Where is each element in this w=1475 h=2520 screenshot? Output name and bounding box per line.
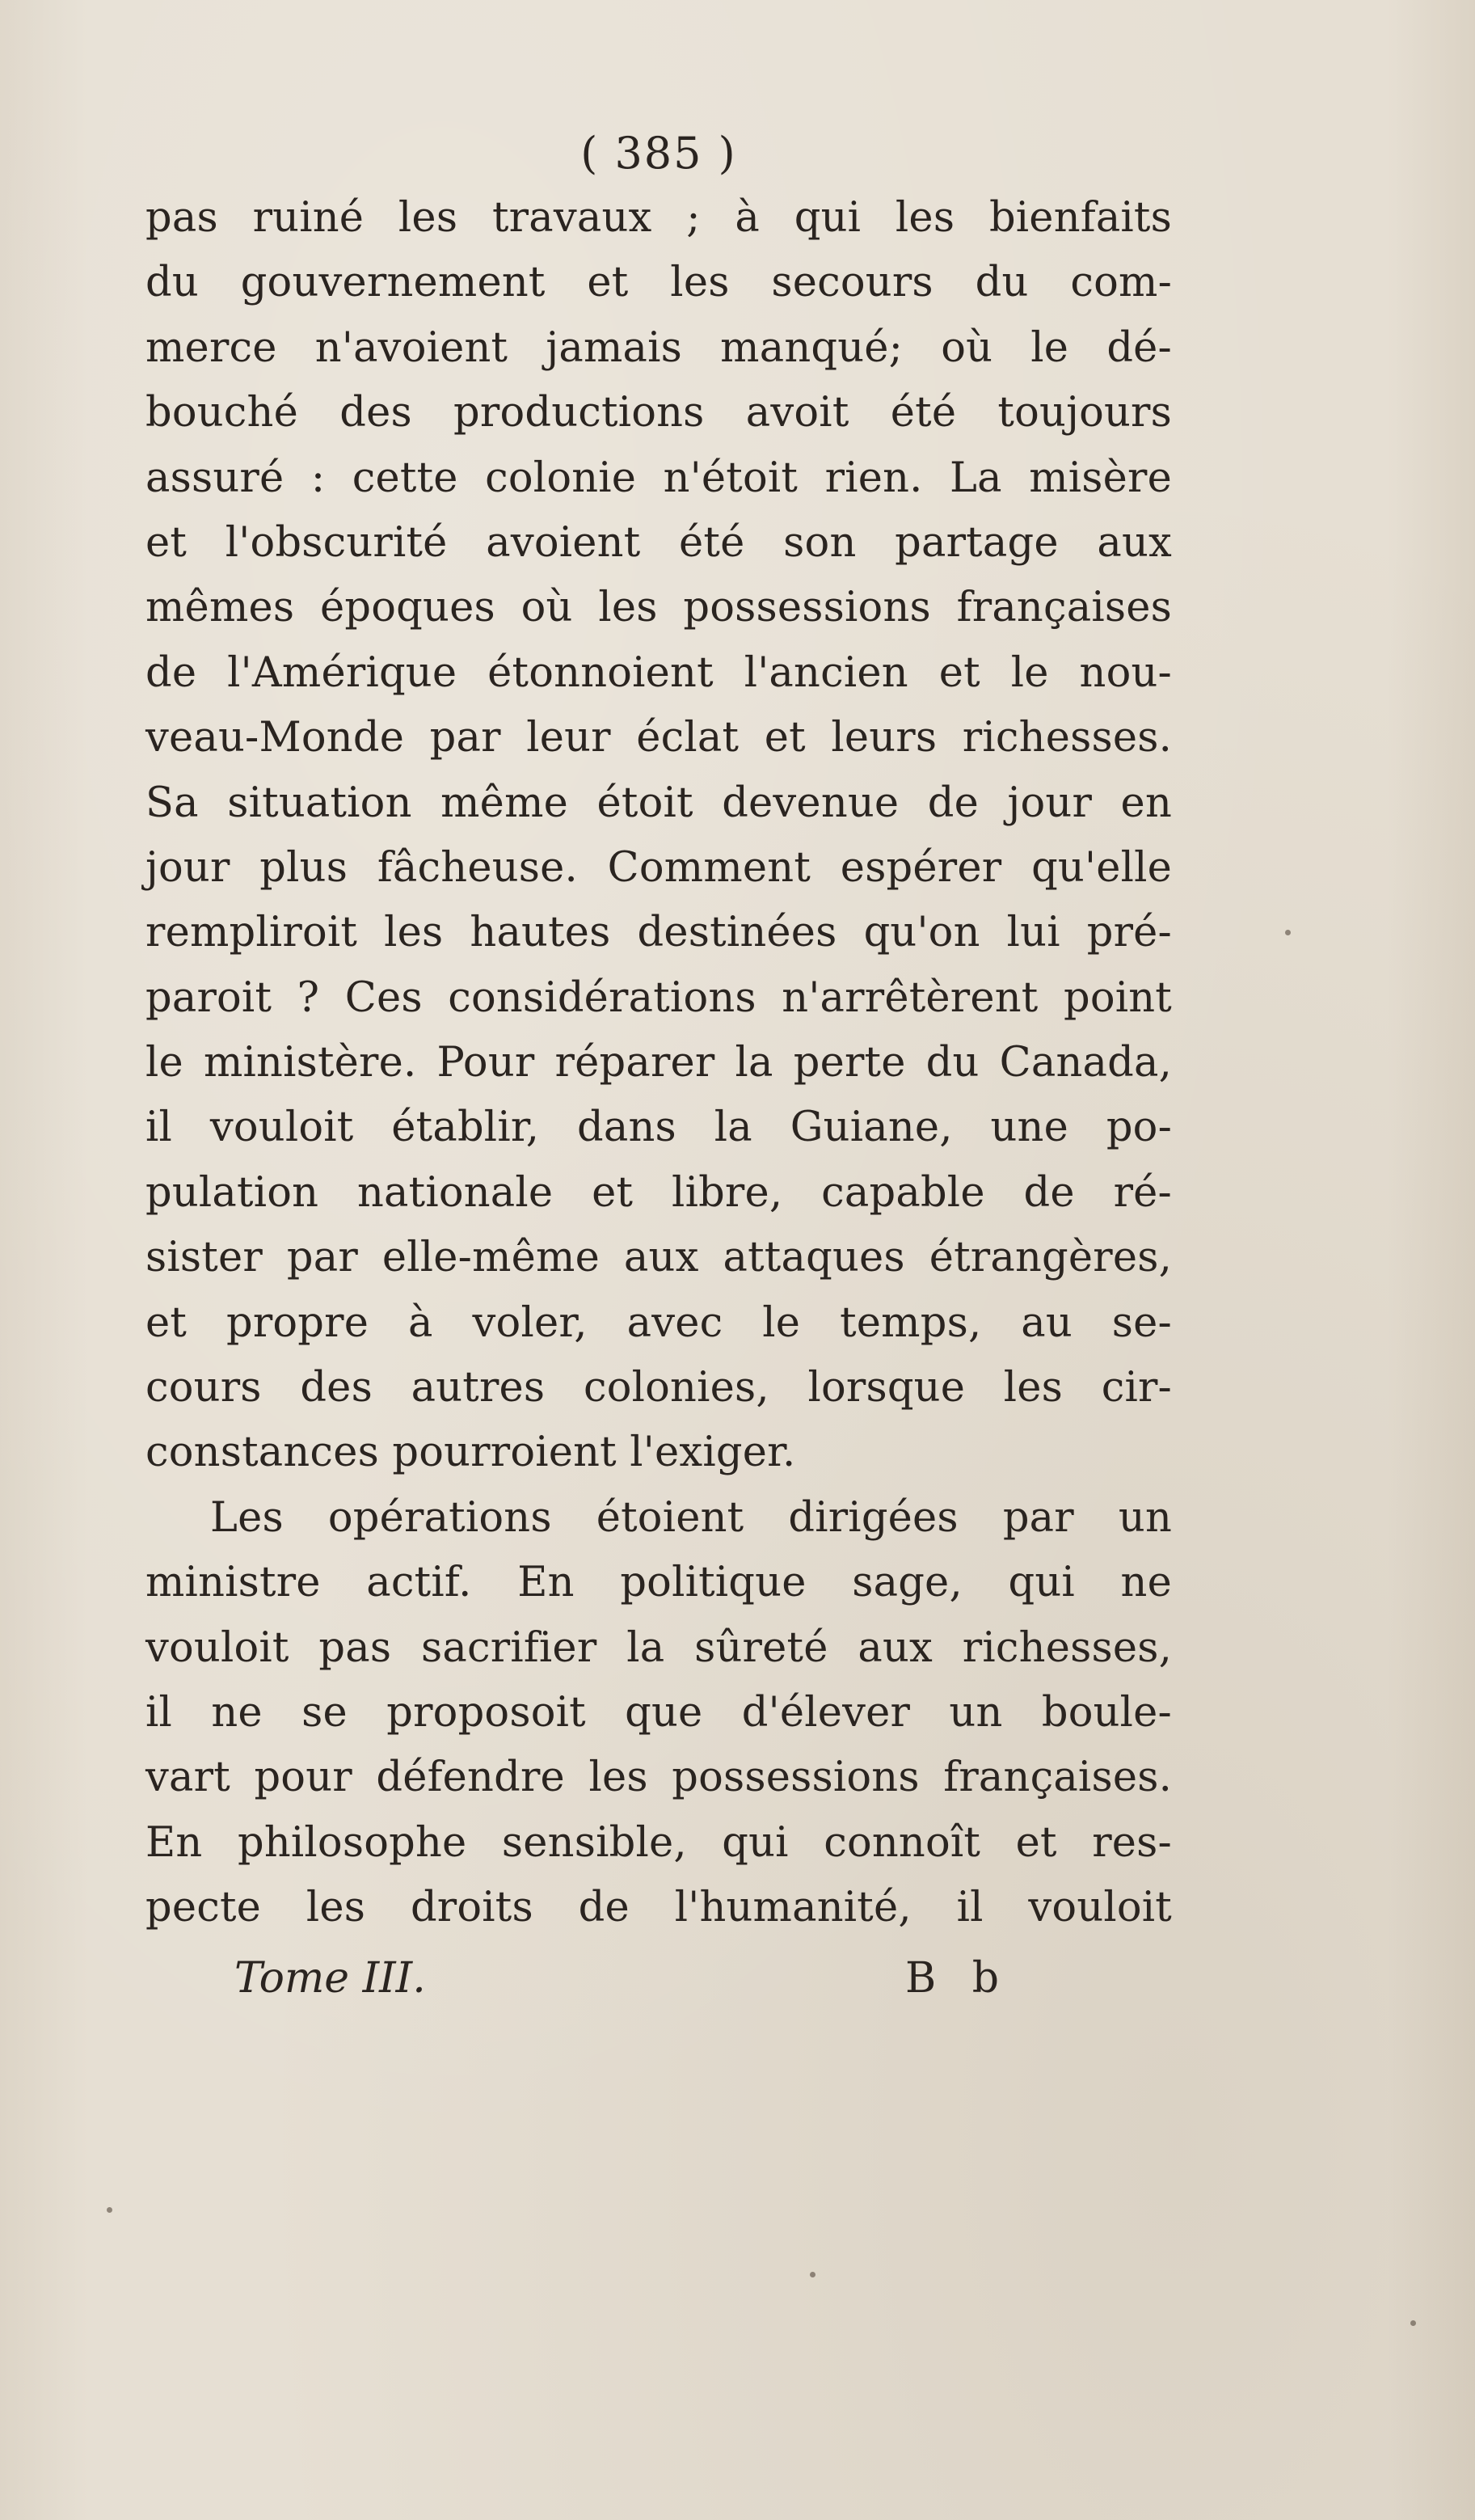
- text-line: il vouloit établir, dans la Guiane, une po-: [145, 1104, 1172, 1152]
- text-line: jour plus fâcheuse. Comment espérer qu'elle: [145, 843, 1172, 892]
- text-line: il ne se proposoit que d'élever un boule-: [145, 1688, 1172, 1737]
- text-line: pas ruiné les travaux ; à qui les bienfaits: [145, 194, 1172, 242]
- paper-speck: [107, 2207, 112, 2213]
- text-line: vart pour défendre les possessions françaises.: [145, 1754, 1172, 1802]
- book-page: [145, 121, 1172, 2011]
- text-line: le ministère. Pour réparer la perte du Canada,: [145, 1039, 1172, 1087]
- text-line: pulation nationale et libre, capable de ré-: [145, 1168, 1172, 1217]
- paper-speck: [1410, 2320, 1416, 2326]
- text-line: constances pourroient l'exiger.: [145, 1429, 796, 1477]
- page-number: ( 385 ): [580, 128, 737, 179]
- text-line: de l'Amérique étonnoient l'ancien et le nou-: [145, 648, 1172, 697]
- text-line: ministre actif. En politique sage, qui ne: [145, 1559, 1172, 1607]
- text-line: mêmes époques où les possessions françaises: [145, 584, 1172, 632]
- paper-speck: [810, 2272, 815, 2277]
- text-line: veau-Monde par leur éclat et leurs richesses.: [145, 714, 1172, 762]
- paper-speck: [1285, 930, 1291, 935]
- text-line: cours des autres colonies, lorsque les cir-: [145, 1364, 1172, 1412]
- text-line: pecte les droits de l'humanité, il vouloit: [145, 1884, 1172, 1932]
- text-line: sister par elle-même aux attaques étrangères,: [145, 1234, 1172, 1282]
- text-line: bouché des productions avoit été toujours: [145, 389, 1172, 437]
- body-text: [145, 186, 1172, 1941]
- volume-label: Tome III.: [234, 1953, 426, 2003]
- text-line: merce n'avoient jamais manqué; où le dé-: [145, 323, 1172, 372]
- page-footer: [145, 1946, 1172, 2011]
- text-line: rempliroit les hautes destinées qu'on lui pré-: [145, 909, 1172, 957]
- text-line: Sa situation même étoit devenue de jour en: [145, 779, 1172, 827]
- text-line: et propre à voler, avec le temps, au se-: [145, 1298, 1172, 1347]
- text-line: vouloit pas sacrifier la sûreté aux richesses,: [145, 1623, 1172, 1672]
- text-line: paroit ? Ces considérations n'arrêtèrent point: [145, 973, 1172, 1022]
- text-line: assuré : cette colonie n'étoit rien. La misère: [145, 454, 1172, 502]
- text-line: Les opérations étoient dirigées par un: [210, 1493, 1172, 1542]
- text-line: et l'obscurité avoient été son partage aux: [145, 518, 1172, 567]
- text-line: du gouvernement et les secours du com-: [145, 259, 1172, 307]
- text-line: En philosophe sensible, qui connoît et res-: [145, 1818, 1172, 1867]
- signature-mark: B b: [904, 1953, 1010, 2003]
